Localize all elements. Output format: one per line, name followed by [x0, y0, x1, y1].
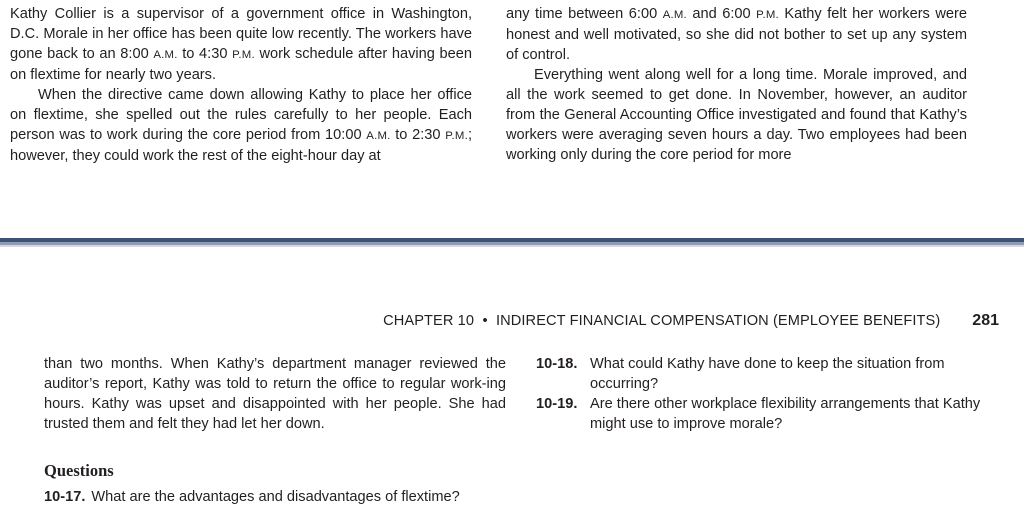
- case-paragraph-2: When the directive came down allowing Kathy to place her office on flextime, she spelled out the rules carefully to her people. Each person was to work during the core period from 10:00 A.M. to 2:30 P.M.; however, they could work the rest of the eight-hour day at: [10, 87, 473, 164]
- question-text: What are the advantages and disadvantages of flextime?: [91, 489, 460, 505]
- running-head: [383, 311, 999, 331]
- bottom-left-column: [44, 354, 506, 507]
- case-paragraph-3-continued: than two months. When Kathy’s department manager reviewed the auditor’s report, Kathy was told to return the office to regular work-ing hours. Kathy was upset and disappointed with her people. She had trusted them and felt they had let her down.: [44, 356, 506, 432]
- question-number: 10-17.: [44, 489, 86, 505]
- question-10-19: [536, 394, 998, 434]
- running-head-chapter: CHAPTER 10 • INDIRECT FINANCIAL COMPENSATION (EMPLOYEE BENEFITS): [383, 313, 941, 329]
- bottom-right-column: [536, 354, 998, 434]
- question-text: Are there other workplace flexibility arrangements that Kathy might use to improve morale?: [590, 396, 981, 432]
- questions-heading: Questions: [44, 461, 114, 480]
- question-10-17: [44, 487, 506, 507]
- question-text: What could Kathy have done to keep the situation from occurring?: [590, 356, 945, 392]
- question-number: 10-18.: [536, 356, 578, 372]
- page-number: 281: [972, 312, 999, 329]
- question-10-18: [536, 354, 998, 394]
- top-right-column: [506, 4, 967, 165]
- bullet-separator: •: [482, 313, 488, 329]
- question-number: 10-19.: [536, 396, 578, 412]
- top-left-column: [10, 4, 472, 166]
- page-divider: [0, 238, 1024, 248]
- case-paragraph-2-continued: any time between 6:00 A.M. and 6:00 P.M. Kathy felt her workers were honest and well motivated, so she did not bother to set up any system of control.: [506, 6, 967, 63]
- case-paragraph-1: Kathy Collier is a supervisor of a government office in Washington, D.C. Morale in her office has been quite low recently. The workers have gone back to an 8:00 A.M. to 4:30 P.M. work schedule after having been on flextime for nearly two years.: [10, 6, 472, 83]
- divider-band-light: [0, 245, 1024, 247]
- case-paragraph-3: Everything went along well for a long time. Morale improved, and all the work seemed to get done. In November, however, an auditor from the General Accounting Office investigated and found that Kathy’s workers were averaging seven hours a day. Two employees had been working only during the core period for more: [506, 67, 967, 163]
